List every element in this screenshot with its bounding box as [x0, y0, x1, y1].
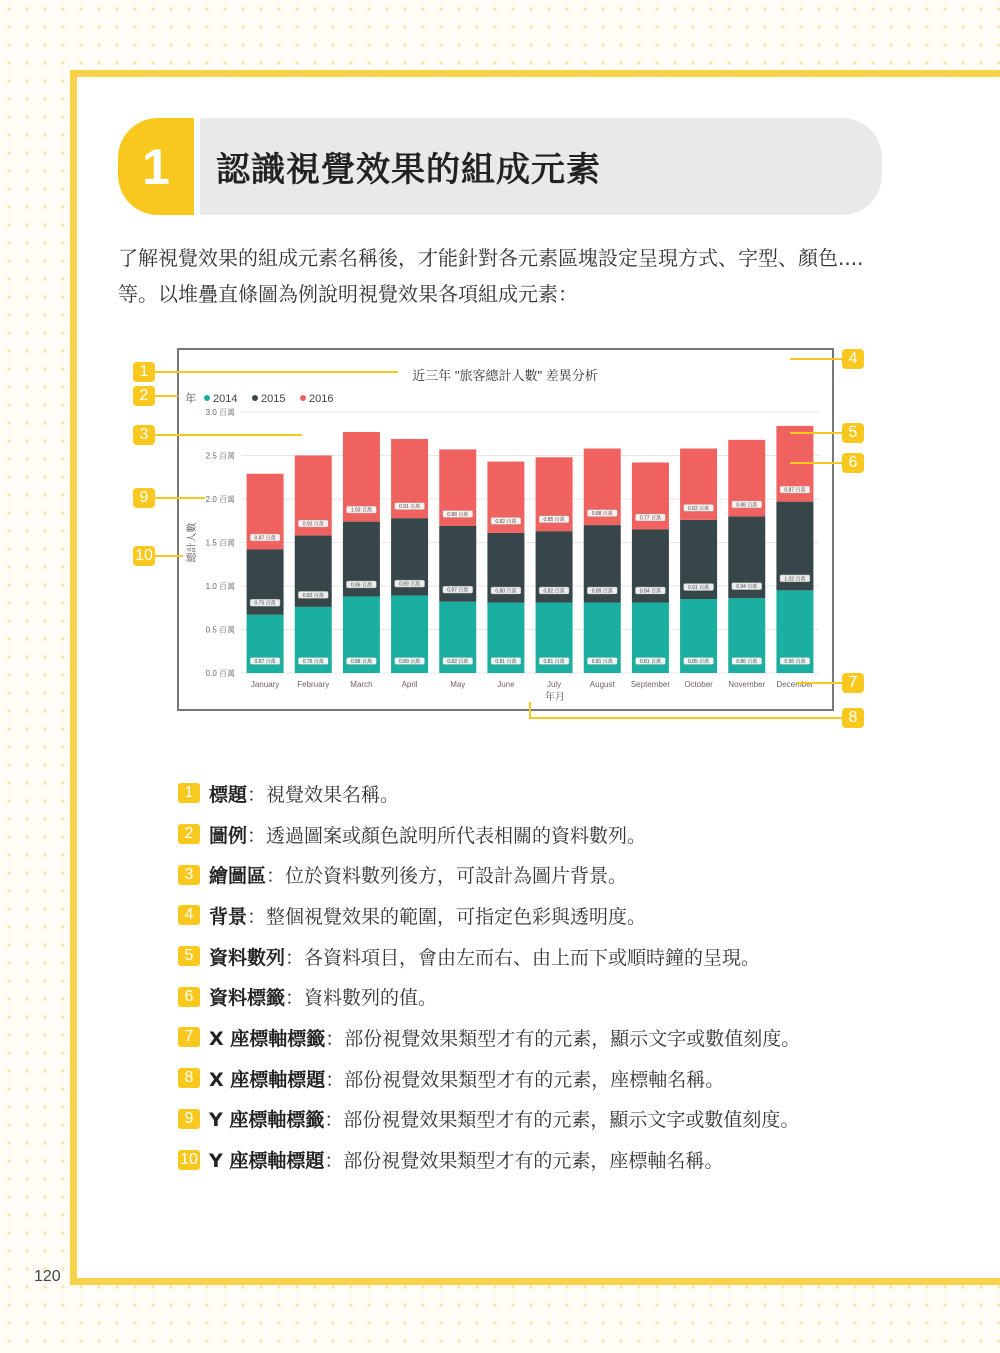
list-item — [178, 814, 898, 855]
page-number: 120 — [34, 1268, 61, 1285]
callout-badge-3: 3 — [133, 425, 155, 445]
item-description: 部份視覺效果類型才有的元素，座標軸名稱。 — [344, 1068, 725, 1091]
item-separator: ： — [266, 865, 286, 888]
item-number: 8 — [178, 1068, 200, 1088]
item-term: 資料數列 — [209, 946, 286, 969]
item-number: 3 — [178, 865, 200, 885]
list-item — [178, 936, 898, 977]
data-label: 0.77 百萬 — [639, 515, 661, 522]
item-number: 10 — [178, 1150, 200, 1170]
item-description: 視覺效果名稱。 — [266, 783, 400, 806]
legend-marker-2014 — [204, 395, 210, 401]
data-label: 0.89 百萬 — [399, 581, 421, 588]
callout-badge-7: 7 — [842, 673, 864, 693]
list-item — [178, 854, 898, 895]
data-label: 0.85 百萬 — [543, 517, 565, 524]
item-separator: ： — [247, 824, 267, 847]
legend-label-2014: 2014 — [213, 393, 238, 405]
item-description: 部份視覺效果類型才有的元素，顯示文字或數值刻度。 — [343, 1109, 800, 1132]
data-label: 0.87 百萬 — [254, 535, 276, 542]
y-tick-label: 3.0 百萬 — [205, 408, 235, 417]
data-label: 0.87 百萬 — [447, 587, 469, 594]
chart-background — [177, 348, 834, 711]
section-number: 1 — [142, 138, 170, 195]
item-separator: ： — [324, 1109, 344, 1132]
item-number: 4 — [178, 905, 200, 925]
item-term: X 座標軸標籤 — [209, 1027, 326, 1050]
list-item — [178, 1017, 898, 1058]
item-term: 背景 — [209, 905, 248, 928]
element-list — [178, 773, 898, 1180]
data-label: 0.82 百萬 — [447, 659, 469, 665]
data-label: 0.67 百萬 — [254, 659, 276, 665]
data-label: 0.85 百萬 — [688, 659, 710, 665]
callout-badge-8: 8 — [842, 708, 864, 728]
list-item — [178, 1139, 898, 1180]
intro-paragraph: 了解視覺效果的組成元素名稱後，才能針對各元素區塊設定呈現方式、字型、顏色....等。以堆疊直條圖為例說明視覺效果各項組成元素： — [118, 246, 864, 306]
data-label: 0.82 百萬 — [543, 588, 565, 595]
item-description: 各資料項目，會由左而右、由上而下或順時鐘的呈現。 — [304, 946, 761, 969]
item-term: 標題 — [209, 783, 248, 806]
item-separator: ： — [247, 783, 267, 806]
data-label: 0.82 百萬 — [495, 518, 517, 525]
legend-marker-2016 — [300, 395, 306, 401]
data-label: 0.75 百萬 — [254, 600, 276, 607]
data-label: 0.91 百萬 — [399, 504, 421, 511]
data-label: 0.76 百萬 — [302, 659, 324, 665]
data-label: 0.81 百萬 — [591, 659, 613, 665]
list-item — [178, 895, 898, 936]
callout-badge-2: 2 — [133, 386, 155, 406]
legend-label-2015: 2015 — [261, 393, 286, 405]
section-header — [118, 118, 882, 215]
item-term: Y 座標軸標籤 — [209, 1109, 325, 1132]
y-tick-label: 1.0 百萬 — [205, 582, 235, 591]
item-description: 位於資料數列後方，可設計為圖片背景。 — [285, 865, 628, 888]
data-label: 0.82 百萬 — [688, 505, 710, 512]
item-term: Y 座標軸標題 — [209, 1150, 325, 1173]
list-item — [178, 773, 898, 814]
item-separator: ： — [324, 1150, 344, 1173]
legend-label-2016: 2016 — [309, 393, 334, 405]
item-number: 1 — [178, 783, 200, 803]
item-separator: ： — [285, 946, 305, 969]
data-label: 0.92 百萬 — [302, 521, 324, 528]
callout-badge-9: 9 — [133, 488, 155, 508]
callout-badge-5: 5 — [842, 423, 864, 443]
data-label: 0.81 百萬 — [495, 659, 517, 665]
x-tick-label: March — [350, 680, 373, 689]
data-label: 0.86 百萬 — [736, 659, 758, 665]
item-term: 繪圖區 — [209, 865, 267, 888]
x-tick-label: August — [589, 680, 615, 689]
data-label: 0.86 百萬 — [350, 582, 372, 589]
data-label: 0.88 百萬 — [591, 511, 613, 518]
x-tick-label: February — [297, 680, 330, 689]
data-label: 0.81 百萬 — [543, 659, 565, 665]
legend-marker-2015 — [252, 395, 258, 401]
data-label: 1.02 百萬 — [784, 576, 806, 583]
x-tick-label: October — [684, 680, 713, 689]
data-label: 1.03 百萬 — [350, 507, 372, 514]
data-label: 0.89 百萬 — [399, 659, 421, 665]
item-number: 2 — [178, 824, 200, 844]
chart-title: 近三年 "旅客總計人數" 差異分析 — [412, 368, 598, 383]
item-term: X 座標軸標題 — [209, 1068, 326, 1091]
x-tick-label: June — [497, 680, 515, 689]
y-tick-label: 1.5 百萬 — [205, 538, 235, 548]
data-label: 0.84 百萬 — [639, 588, 661, 595]
callout-badge-4: 4 — [842, 349, 864, 369]
data-label: 0.87 百萬 — [784, 487, 806, 494]
item-term: 資料標籤 — [209, 987, 286, 1010]
item-number: 5 — [178, 946, 200, 966]
data-label: 0.88 百萬 — [736, 502, 758, 509]
data-label: 0.91 百萬 — [688, 585, 710, 592]
x-tick-label: December — [776, 680, 814, 689]
data-label: 0.80 百萬 — [495, 588, 517, 595]
data-label: 0.82 百萬 — [302, 592, 324, 599]
y-tick-label: 0.0 百萬 — [205, 669, 235, 678]
y-tick-label: 0.5 百萬 — [205, 625, 235, 635]
callout-badge-10: 10 — [133, 546, 155, 566]
item-number: 6 — [178, 987, 200, 1007]
section-number-badge — [118, 118, 194, 215]
x-tick-label: July — [546, 680, 562, 689]
x-tick-label: September — [630, 680, 670, 689]
item-term: 圖例 — [209, 824, 248, 847]
item-description: 部份視覺效果類型才有的元素，顯示文字或數值刻度。 — [344, 1027, 801, 1050]
data-label: 0.94 百萬 — [736, 584, 758, 591]
legend-title: 年 — [185, 393, 196, 405]
callout-badge-1: 1 — [133, 362, 155, 382]
callout-badge-6: 6 — [842, 453, 864, 473]
x-tick-label: May — [450, 680, 466, 689]
data-label: 0.88 百萬 — [447, 511, 469, 518]
x-tick-label: November — [728, 680, 766, 689]
section-title: 認識視覺效果的組成元素 — [216, 150, 601, 190]
data-label: 0.88 百萬 — [350, 659, 372, 665]
x-tick-label: January — [250, 680, 280, 689]
list-item — [178, 976, 898, 1017]
list-item — [178, 1058, 898, 1099]
x-axis-title: 年月 — [545, 692, 565, 703]
item-separator: ： — [285, 987, 305, 1010]
data-label: 0.89 百萬 — [591, 588, 613, 595]
item-description: 部份視覺效果類型才有的元素，座標軸名稱。 — [343, 1150, 724, 1173]
item-separator: ： — [325, 1068, 345, 1091]
stacked-column-chart — [179, 350, 832, 709]
x-tick-label: April — [401, 680, 418, 689]
item-description: 透過圖案或顏色說明所代表相關的資料數列。 — [266, 824, 647, 847]
y-tick-label: 2.5 百萬 — [205, 451, 235, 461]
list-item — [178, 1099, 898, 1140]
y-tick-label: 2.0 百萬 — [205, 495, 235, 504]
item-description: 整個視覺效果的範圍，可指定色彩與透明度。 — [266, 905, 647, 928]
item-number: 7 — [178, 1027, 200, 1047]
item-description: 資料數列的值。 — [304, 987, 438, 1010]
section-title-bar — [200, 118, 882, 215]
data-label: 0.95 百萬 — [784, 659, 806, 665]
item-separator: ： — [247, 905, 267, 928]
y-axis-title: 總計人數 — [187, 522, 198, 563]
data-label: 0.81 百萬 — [639, 659, 661, 665]
item-separator: ： — [325, 1027, 345, 1050]
item-number: 9 — [178, 1109, 200, 1129]
